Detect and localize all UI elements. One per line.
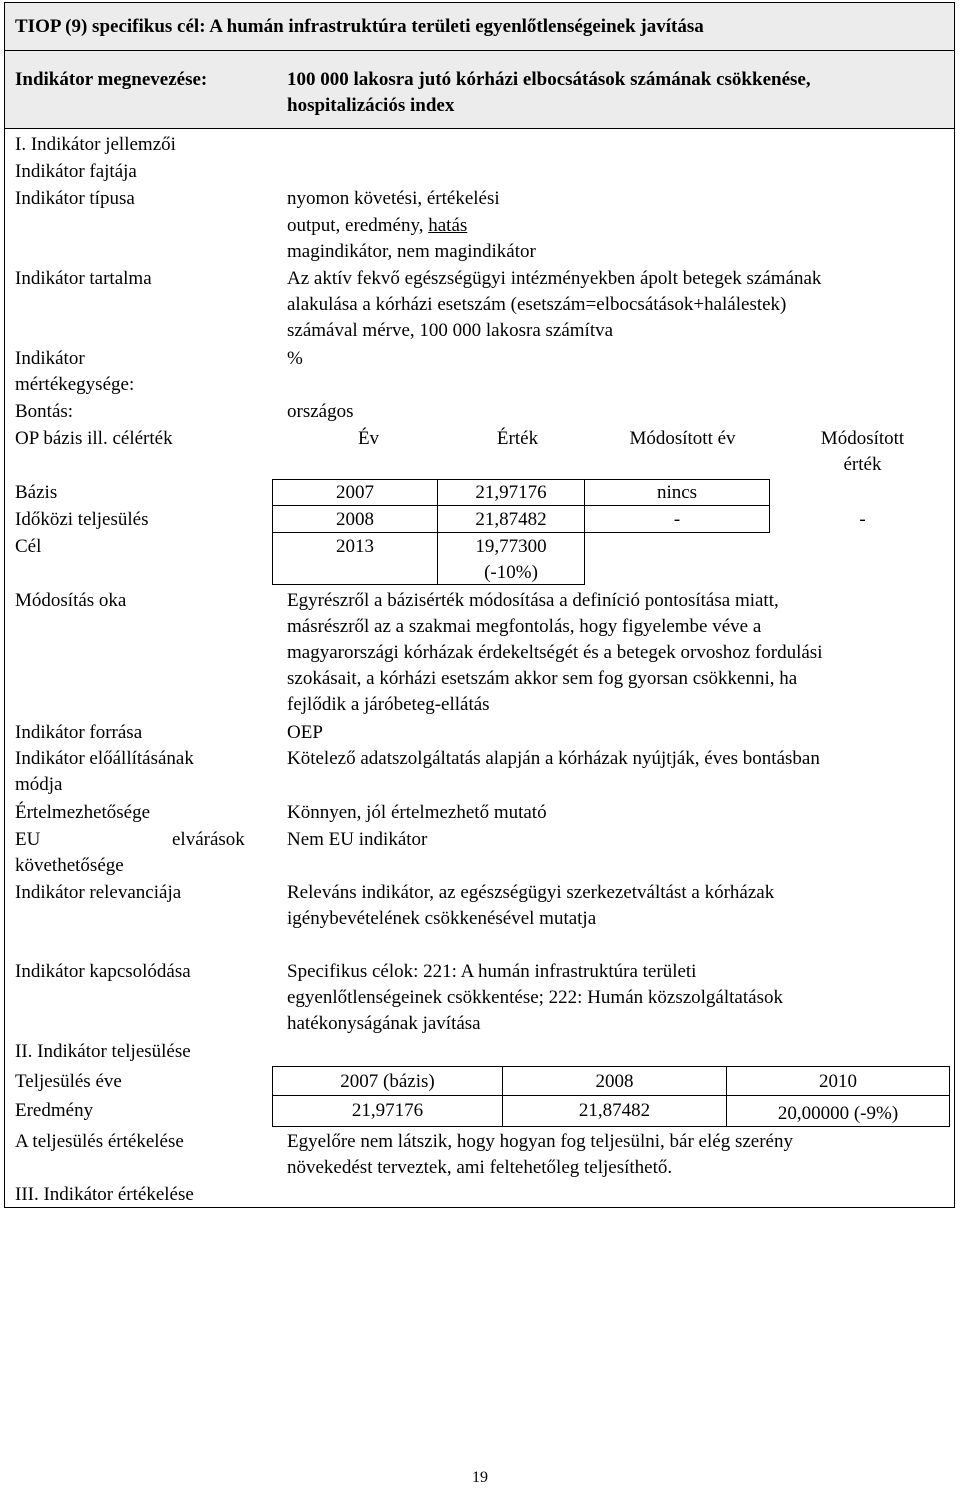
- tartalma-line-1: Az aktív fekvő egészségügyi intézményekben ápolt betegek számának: [287, 268, 822, 289]
- tartalma-line-2: alakulása a kórházi esetszám (esetszám=elbocsátások+halálestek): [287, 294, 787, 315]
- eu-label-1a: EU: [15, 829, 41, 850]
- relevancia-label: Indikátor relevanciája: [15, 882, 182, 903]
- fulfilment-year-2: 2008: [595, 1071, 634, 1092]
- target-row-mod-year: -: [673, 509, 681, 530]
- eloallitas-label-1: Indikátor előállításának: [15, 748, 194, 769]
- target-header-value: Érték: [496, 428, 539, 449]
- kapcsolodas-line: hatékonyságának javítása: [287, 1013, 481, 1034]
- section-1-heading: I. Indikátor jellemzői: [15, 134, 176, 155]
- bontas-value: országos: [287, 401, 354, 422]
- target-row-label: Cél: [15, 536, 42, 557]
- target-row-value: 19,77300: [475, 536, 547, 557]
- tartalma-label: Indikátor tartalma: [15, 268, 152, 289]
- modositas-oka-line: Egyrészről a bázisérték módosítása a definíció pontosítása miatt,: [287, 590, 779, 611]
- indicator-name-label: Indikátor megnevezése:: [15, 69, 208, 90]
- tipusa-value-1: nyomon követési, értékelési: [287, 188, 500, 209]
- indicator-name-line2: hospitalizációs index: [287, 95, 455, 116]
- section-2-heading: II. Indikátor teljesülése: [15, 1041, 191, 1062]
- tipusa-label: Indikátor típusa: [15, 188, 135, 209]
- target-header-mod-value-1: Módosított: [820, 428, 905, 449]
- target-header-mod-year: Módosított év: [629, 428, 736, 449]
- target-row-mod-value: -: [859, 509, 866, 530]
- eloallitas-label-2: módja: [15, 774, 63, 795]
- target-row-label: Időközi teljesülés: [15, 509, 149, 530]
- ertekelese-line: Egyelőre nem látszik, hogy hogyan fog teljesülni, bár elég szerény: [287, 1131, 793, 1152]
- fulfilment-result-label: Eredmény: [15, 1100, 94, 1121]
- indicator-name-line1: 100 000 lakosra jutó kórházi elbocsátások számának csökkenése,: [287, 69, 811, 90]
- tartalma-line-3: számával mérve, 100 000 lakosra számítva: [287, 320, 614, 341]
- tipusa-value-2b: hatás: [428, 215, 468, 236]
- target-row-year: 2007: [336, 482, 374, 503]
- target-row-mod-year: nincs: [656, 482, 698, 503]
- target-row-value-change: (-10%): [484, 562, 538, 583]
- kapcsolodas-line: Specifikus célok: 221: A humán infrastruktúra területi: [287, 961, 697, 982]
- forrasa-value: OEP: [287, 722, 323, 743]
- modositas-oka-line: szokásait, a kórházi esetszám akkor sem fog gyorsan csökkenni, ha: [287, 668, 798, 689]
- ertelmezhetoseg-label: Értelmezhetősége: [15, 802, 151, 823]
- target-row-label: Bázis: [15, 482, 58, 503]
- modositas-oka-line: fejlődik a járóbeteg-ellátás: [287, 694, 490, 715]
- fulfilment-result-3: 20,00000 (-9%): [777, 1103, 899, 1124]
- fulfilment-result-1: 21,97176: [351, 1100, 424, 1121]
- mertekegyseg-value: %: [287, 348, 303, 369]
- tipusa-value-2a: output, eredmény,: [287, 215, 429, 236]
- ertekelese-label: A teljesülés értékelése: [15, 1131, 184, 1152]
- divider: [4, 50, 955, 51]
- ertekelese-line: növekedést terveztek, ami feltehetőleg teljesíthető.: [287, 1157, 673, 1178]
- kapcsolodas-line: egyenlőtlenségeinek csökkentése; 222: Humán közszolgáltatások: [287, 987, 783, 1008]
- tipusa-value-3: magindikátor, nem magindikátor: [287, 241, 536, 262]
- target-row-year: 2013: [336, 536, 374, 557]
- relevancia-line: Releváns indikátor, az egészségügyi szerkezetváltást a kórházak: [287, 882, 775, 903]
- kapcsolodas-label: Indikátor kapcsolódása: [15, 961, 191, 982]
- mertekegyseg-label-1: Indikátor: [15, 348, 85, 369]
- fulfilment-result-2: 21,87482: [578, 1100, 651, 1121]
- target-header-mod-value-2: érték: [843, 454, 882, 475]
- eu-label-2: követhetősége: [15, 855, 124, 876]
- target-row-value: 21,87482: [475, 509, 547, 530]
- bontas-label: Bontás:: [15, 401, 74, 422]
- tipusa-value-2: [287, 213, 467, 239]
- page-title: TIOP (9) specifikus cél: A humán infrastruktúra területi egyenlőtlenségeinek javítása: [15, 16, 704, 37]
- target-row-value: 21,97176: [475, 482, 547, 503]
- fulfilment-year-1: 2007 (bázis): [340, 1071, 435, 1092]
- fulfilment-year-3: 2010: [819, 1071, 857, 1092]
- fajtaja-label: Indikátor fajtája: [15, 161, 137, 182]
- relevancia-line: igénybevételének csökkenésével mutatja: [287, 908, 597, 929]
- section-3-heading: III. Indikátor értékelése: [15, 1184, 194, 1205]
- modositas-oka-line: magyarországi kórházak érdekeltségét és a betegek orvoshoz fordulási: [287, 642, 823, 663]
- eu-value: Nem EU indikátor: [287, 829, 428, 850]
- page-number: 19: [472, 1469, 488, 1486]
- target-header-col0: OP bázis ill. célérték: [15, 428, 173, 449]
- eu-label-1b: elvárások: [172, 829, 245, 850]
- ertelmezhetoseg-value: Könnyen, jól értelmezhető mutató: [287, 802, 547, 823]
- eloallitas-value: Kötelező adatszolgáltatás alapján a kórházak nyújtják, éves bontásban: [287, 748, 820, 769]
- mertekegyseg-label-2: mértékegysége:: [15, 374, 135, 395]
- target-header-year: Év: [357, 428, 380, 449]
- modositas-oka-line: másrészről az a szakmai megfontolás, hogy figyelembe véve a: [287, 616, 762, 637]
- modositas-oka-label: Módosítás oka: [15, 590, 127, 611]
- target-row-year: 2008: [336, 509, 374, 530]
- fulfilment-year-label: Teljesülés éve: [15, 1071, 122, 1092]
- forrasa-label: Indikátor forrása: [15, 722, 143, 743]
